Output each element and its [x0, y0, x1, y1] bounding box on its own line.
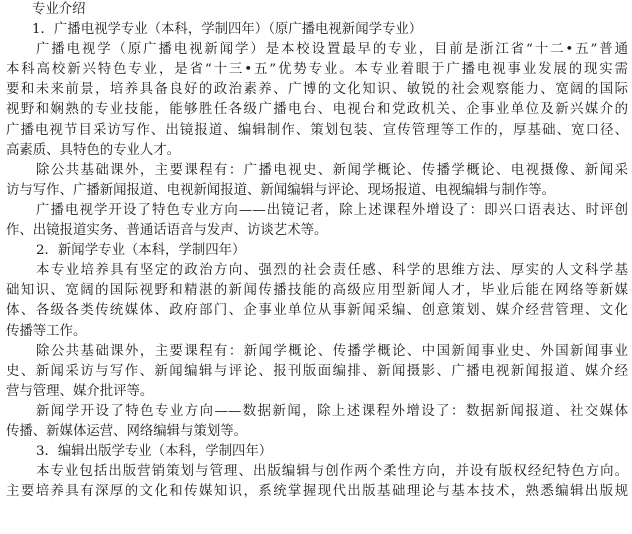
text-line-9: 访与写作、广播新闻报道、电视新闻报道、新闻编辑与评论、现场报道、电视编辑与制作等。 — [6, 182, 556, 198]
text-line-14: 础知识、宽阔的国际视野和精湛的新闻传播技能的高级应用型新闻人才，毕业后能在网络等新媒 — [6, 283, 628, 299]
text-line-21: 传播、新媒体运营、网络编辑与策划等。 — [6, 423, 248, 439]
text-line-0: 专业介绍 — [32, 2, 86, 17]
text-line-1: 1．广播电视学专业（本科，学制四年）（原广播电视新闻学专业） — [32, 22, 423, 38]
text-line-20: 新闻学开设了特色专业方向——数据新闻，除上述课程外增设了：数据新闻报道、社交媒体 — [36, 403, 628, 419]
text-line-11: 作、出镜报道实务、普通话语音与发声、访谈艺术等。 — [6, 223, 328, 239]
text-line-19: 营与管理、媒介批评等。 — [6, 383, 154, 399]
text-line-17: 除公共基础课外，主要课程有：新闻学概论、传播学概论、中国新闻事业史、外国新闻事业 — [36, 343, 628, 359]
text-line-22: 3．编辑出版学专业（本科，学制四年） — [36, 444, 273, 460]
text-line-8: 除公共基础课外，主要课程有：广播电视史、新闻学概论、传播学概论、电视摄像、新闻采 — [36, 162, 628, 178]
text-line-4: 要和未来前景，培养具备良好的政治素养、广博的文化知识、敏锐的社会观察能力、宽阔的国际 — [6, 82, 628, 98]
text-line-24: 主要培养具有深厚的文化和传媒知识，系统掌握现代出版基础理论与基本技术，熟悉编辑出版规 — [6, 484, 628, 500]
text-line-6: 广播电视节目采访写作、出镜报道、编辑制作、策划包装、宣传管理等工作的，厚基础、宽口径、 — [6, 122, 628, 138]
text-line-5: 视野和娴熟的专业技能，能够胜任各级广播电台、电视台和党政机关、企事业单位及新兴媒介的 — [6, 102, 628, 118]
text-line-2: 广播电视学（原广播电视新闻学）是本校设置最早的专业，目前是浙江省“十二•五”普通 — [36, 42, 628, 58]
text-line-10: 广播电视学开设了特色专业方向——出镜记者，除上述课程外增设了：即兴口语表达、时评创 — [36, 202, 628, 218]
text-line-23: 本专业包括出版营销策划与管理、出版编辑与创作两个柔性方向，并设有版权经纪特色方向。 — [36, 464, 628, 480]
text-line-7: 高素质、具特色的专业人才。 — [6, 142, 181, 158]
text-line-3: 本科高校新兴特色专业，是省“十三•五”优势专业。本专业着眼于广播电视事业发展的现实需 — [6, 62, 628, 78]
text-line-15: 体、各级各类传统媒体、政府部门、企事业单位从事新闻采编、创意策划、媒介经营管理、文化 — [6, 303, 628, 319]
text-line-12: 2．新闻学专业（本科，学制四年） — [36, 243, 246, 259]
text-line-18: 史、新闻采访与写作、新闻编辑与评论、报刊版面编排、新闻摄影、广播电视新闻报道、媒介经 — [6, 363, 628, 379]
text-line-13: 本专业培养具有坚定的政治方向、强烈的社会责任感、科学的思维方法、厚实的人文科学基 — [36, 263, 628, 279]
text-line-16: 传播等工作。 — [6, 323, 87, 339]
